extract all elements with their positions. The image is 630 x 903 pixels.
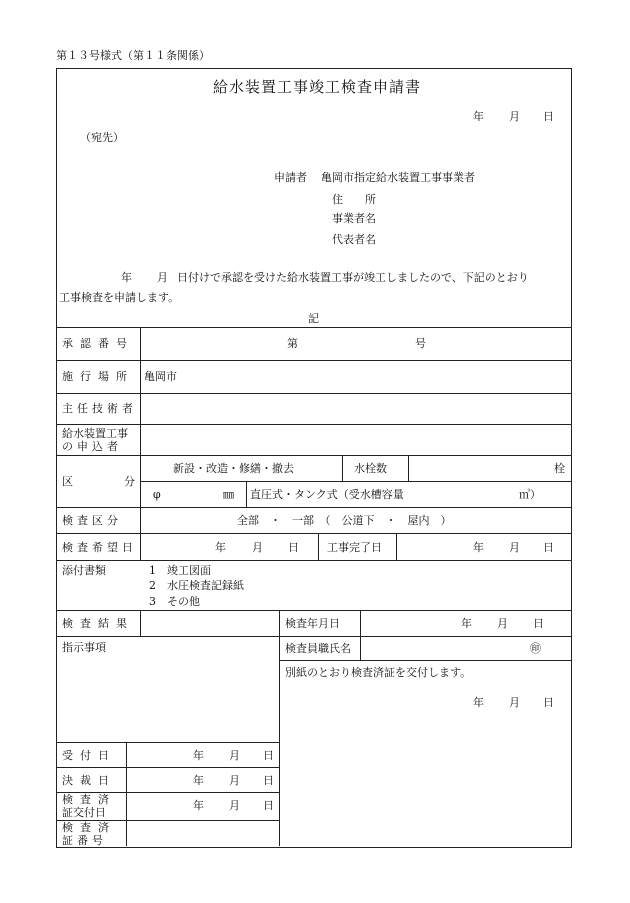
- decision-label: 決裁日: [62, 774, 116, 787]
- approval-dai: 第: [287, 337, 298, 350]
- issued-date-year: 年: [473, 696, 484, 709]
- completion-date-day: 日: [543, 541, 554, 554]
- page-title: 給水装置工事竣工検査申請書: [213, 78, 422, 96]
- cert-issue-label-1: 検査済: [62, 793, 116, 806]
- completion-date-label: 工事完了日: [327, 541, 382, 554]
- inspector-label: 検査員職氏名: [285, 642, 351, 655]
- form-frame: [56, 68, 572, 848]
- applicant-type: 亀岡市指定給水装置工事事業者: [321, 171, 475, 184]
- tap-count-label: 水栓数: [354, 462, 387, 475]
- result-date-year: 年: [461, 617, 472, 630]
- method-label: 直圧式・タンク式（受水槽容量: [250, 488, 404, 501]
- reception-day: 日: [263, 749, 274, 762]
- applicant-address: 住 所: [332, 193, 376, 206]
- inspection-date-month: 月: [252, 541, 263, 554]
- issued-date-month: 月: [509, 696, 520, 709]
- inspection-date-label: 検査希望日: [62, 541, 137, 554]
- body-year: 年: [121, 271, 132, 284]
- approval-go: 号: [415, 337, 426, 350]
- decision-day: 日: [263, 774, 274, 787]
- attachment-item: 3 その他: [149, 595, 200, 608]
- completion-date-year: 年: [473, 541, 484, 554]
- date-day: 日: [543, 110, 554, 123]
- applicant-label: 申請者: [274, 171, 307, 184]
- tap-unit: 栓: [554, 462, 565, 475]
- inspection-scope-label: 検査区分: [62, 514, 122, 527]
- body-line1: 日付けで承認を受けた給水装置工事が竣工しましたので、下記のとおり: [177, 271, 529, 284]
- seal-mark: ㊞: [530, 642, 541, 655]
- location-label: 施行場所: [62, 370, 134, 383]
- reception-label: 受付日: [62, 749, 116, 762]
- inspection-date-year: 年: [215, 541, 226, 554]
- result-date-label: 検査年月日: [285, 617, 340, 630]
- inspection-scope-value: 全部 ・ 一部 （ 公道下 ・ 屋内 ）: [237, 514, 452, 527]
- result-date-day: 日: [533, 617, 544, 630]
- phi-label: φ: [153, 488, 161, 501]
- m3-unit: ㎥）: [519, 488, 541, 501]
- date-year: 年: [473, 110, 484, 123]
- cert-issue-day: 日: [263, 799, 274, 812]
- attachment-item: 2 水圧検査記録紙: [149, 579, 244, 592]
- result-label: 検査結果: [62, 617, 134, 630]
- location-value: 亀岡市: [144, 370, 177, 383]
- chief-engineer-label: 主任技術者: [62, 402, 137, 415]
- cert-number-label-1: 検査済: [62, 821, 116, 834]
- applicant-row-label-2: の申込者: [62, 440, 122, 453]
- issued-note: 別紙のとおり検査済証を交付します。: [285, 666, 472, 679]
- form-number: 第１３号様式（第１１条関係）: [56, 49, 210, 62]
- body-line2: 工事検査を申請します。: [59, 291, 180, 304]
- reception-month: 月: [229, 749, 240, 762]
- body-month: 月: [157, 271, 168, 284]
- date-month: 月: [509, 110, 520, 123]
- completion-date-month: 月: [509, 541, 520, 554]
- applicant-representative: 代表者名: [332, 233, 376, 246]
- cert-number-label-2: 証番号: [62, 834, 107, 847]
- ki-label: 記: [308, 312, 319, 325]
- inspection-date-day: 日: [288, 541, 299, 554]
- approval-number-label: 承認番号: [62, 337, 134, 350]
- issued-date-day: 日: [543, 696, 554, 709]
- work-types: 新設・改造・修繕・撤去: [173, 462, 294, 475]
- result-date-month: 月: [497, 617, 508, 630]
- attachment-item: 1 竣工図面: [149, 564, 211, 577]
- applicant-row-label-1: 給水装置工事: [62, 427, 128, 440]
- category-label-b: 分: [124, 475, 135, 488]
- cert-issue-label-2: 証交付日: [62, 806, 106, 819]
- applicant-business-name: 事業者名: [332, 212, 376, 225]
- cert-issue-month: 月: [229, 799, 240, 812]
- attachments-label: 添付書類: [62, 564, 106, 577]
- decision-month: 月: [229, 774, 240, 787]
- mm-unit: ㎜: [223, 488, 234, 501]
- instructions-label: 指示事項: [62, 641, 106, 654]
- reception-year: 年: [193, 749, 204, 762]
- decision-year: 年: [193, 774, 204, 787]
- addressee: （宛先）: [80, 131, 124, 144]
- category-label-a: 区: [62, 475, 73, 488]
- cert-issue-year: 年: [193, 799, 204, 812]
